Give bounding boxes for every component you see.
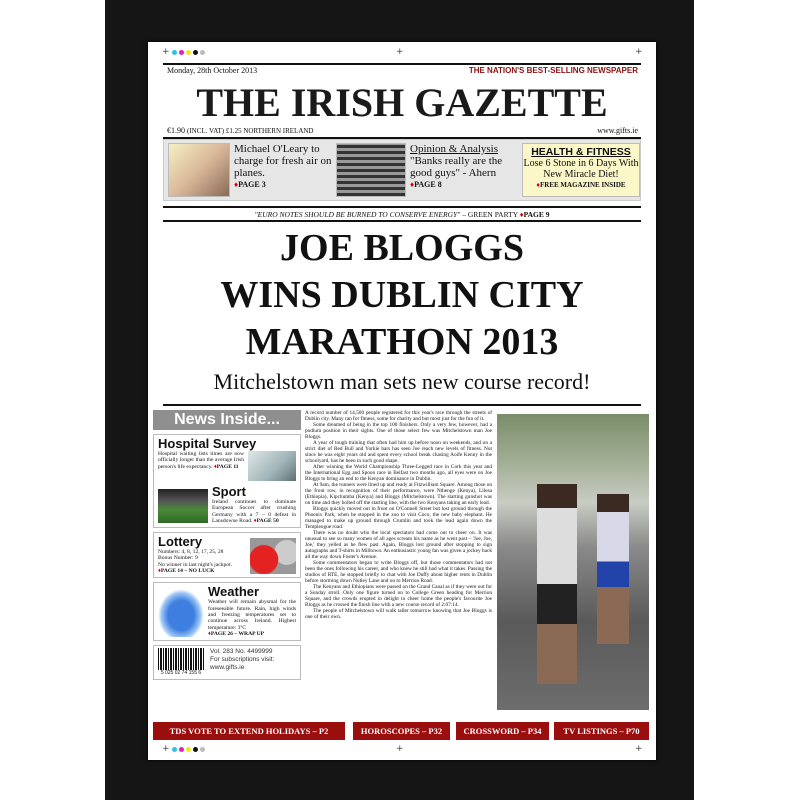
subheadline: Mitchelstown man sets new course record!	[213, 369, 591, 394]
teaser-oleary[interactable]: Michael O'Leary to charge for fresh air on planes. ♦PAGE 3	[234, 143, 332, 189]
lottery-balls-photo	[250, 538, 296, 574]
subscriptions-site[interactable]: www.gifts.ie	[210, 664, 245, 672]
article-paragraph: Bloggs quickly moved out in front on O'Connell Street but lost ground through the Phoenix Park, when he stopped in the zoo to visit Coco, the new baby elephant. He managed to make up ground through Crumlin and took the lead again down the Templeogue road.	[305, 506, 492, 530]
teaser-health[interactable]: HEALTH & FITNESS Lose 6 Stone in 6 Days With New Miracle Diet! ♦FREE MAGAZINE INSIDE	[522, 143, 640, 197]
teaser-strip	[163, 139, 641, 201]
weather-box[interactable]: Weather Weather will remain abysmal for the foreseeable future. Rain, high winds and freezing temperatures set to continue across Ireland. Highest temperature: 3ºC ♦PAGE 26 – WRAP UP	[153, 582, 301, 641]
article-paragraph: The Kenyans and Ethiopians were passed on the Grand Canal as if they were out for a Sunday stroll. Only one figure turned on to College Green heading for Merrion Square, and the crowds erupted in delight to cheer home the people's favourite Joe Bloggs as he crossed the finish line with a new course record of 2:07:14.	[305, 584, 492, 608]
ireland-map-icon	[158, 589, 204, 637]
bank-photo	[336, 143, 406, 197]
article-paragraph: A year of tough training that often had him up before noon on weekends, and on a strict diet of Red Bull and Yorkie bars has seen Joe reach new levels of fitness. Not since he was eight years old and spent every school break chasing Aoife Kenny in the schoolyard, has he been in such good shape.	[305, 440, 492, 464]
masthead: THE IRISH GAZETTE	[196, 80, 608, 125]
diamond-icon: ♦	[234, 180, 239, 189]
headline: JOE BLOGGS WINS DUBLIN CITY MARATHON 2013	[220, 227, 584, 363]
newspaper-page	[148, 42, 656, 760]
marathon-photo	[497, 414, 649, 710]
oleary-photo	[168, 143, 230, 197]
tagline: THE NATION'S BEST-SELLING NEWSPAPER	[468, 66, 638, 75]
article-paragraph: Some commentators began to write Bloggs off, but those commentators had not been the ones following his career, and who knew he still had what it takes. Passing the studios of RTE, he stopped briefly to chat with Joe Duffy about higher rents in Dublin before storming down Nutley Lane and on to Merrion Road.	[305, 560, 492, 584]
hospital-sport-box[interactable]: Hospital Survey Hospital waiting lists times are now officially longer than the average Irish person's life expectancy. ♦PAGE 11 Sport Ireland continues to dominate European Soccer after crushing Germany with a 7 – 0 defeat in Lansdowne Road. ♦PAGE 50	[153, 434, 301, 528]
footer-link-horoscopes[interactable]: HOROSCOPES – P32	[353, 722, 450, 740]
website[interactable]: www.gifts.ie	[597, 126, 638, 135]
barcode-icon	[158, 648, 204, 670]
news-inside-title: News Inside...	[153, 410, 301, 430]
teaser-opinion[interactable]: Opinion & Analysis "Banks really are the good guys" - Ahern ♦PAGE 8	[410, 143, 503, 189]
registration-mark-icon: +	[162, 744, 170, 754]
color-dots-icon	[172, 747, 205, 752]
footer-link-tv[interactable]: TV LISTINGS – P70	[554, 722, 649, 740]
registration-mark-icon: +	[396, 744, 404, 754]
hospital-photo	[248, 451, 296, 481]
article-paragraph: The people of Mitchelstown will walk taller tomorrow knowing that Joe Bloggs is one of their own.	[305, 608, 492, 620]
article-paragraph: At 9am, the runners were lined up and ready at Fitzwilliam Square. Among those on the front row, in recognition of their performance, were Nthenge (Kenya), Lilesa (Ethiopia), Kipchumba (Kenya) and Bloggs (Mitchelstown). The starting gunshot was on time and they bolted off the starting line, with the two Kenyans taking an early lead.	[305, 482, 492, 506]
stadium-photo	[158, 489, 208, 523]
article-paragraph: After winning the World Championship Three-Legged race in Cork this year and the International Egg and Spoon race in Belfast two months ago, all eyes were on Joe Bloggs to bring an end to the Kenyan dominance in Dublin.	[305, 464, 492, 482]
volume-number: Vol. 283 No. 4499999	[210, 648, 273, 656]
registration-mark-icon: +	[635, 744, 643, 754]
lottery-box[interactable]: Lottery Numbers: 4, 8, 12, 17, 25, 28 Bonus Number: 9 No winner in last night's jackpot. ♦PAGE 14 – NO LUCK	[153, 532, 301, 578]
footer-link-crossword[interactable]: CROSSWORD – P34	[456, 722, 549, 740]
color-dots-icon	[172, 50, 205, 55]
news-inside-panel	[153, 410, 301, 680]
registration-mark-icon: +	[635, 47, 643, 57]
article-paragraph: A record number of 14,500 people registered for this year's race through the streets of Dublin city. Many ran for fitness, some for charity and but most just for the fun of it.	[305, 410, 492, 422]
subscriptions-label: For subscriptions visit:	[210, 656, 275, 664]
quote-line: "EURO NOTES SHOULD BE BURNED TO CONSERVE ENERGY" – GREEN PARTY ♦PAGE 9	[254, 210, 550, 219]
info-box	[153, 645, 301, 680]
registration-mark-icon: +	[162, 47, 170, 57]
price: €1.90 (INCL. VAT) £1.25 NORTHERN IRELAND	[167, 126, 314, 135]
article-paragraph: Some dreamed of being in the top 100 finishers. Only a very few, however, had a podium position in their sights. One of those select few was Mitchelstown man Joe Bloggs.	[305, 422, 492, 440]
issue-date: Monday, 28th October 2013	[167, 66, 258, 75]
registration-mark-icon: +	[396, 47, 404, 57]
article-body	[305, 410, 492, 620]
article-paragraph: There was no doubt who the local spectators had come out to cheer on. It was unusual to see so many women of all ages scream his name as he went past – 'Joe, Joe, Joe,' they yelled as he flew past. Again, Bloggs lost ground after stopping to sign autographs and T-shirts in Milltown. An enthusiastic young fan was given a jockey back all the way down Foster's Avenue.	[305, 530, 492, 560]
footer-link-tds[interactable]: TDS VOTE TO EXTEND HOLIDAYS – P2	[153, 722, 345, 740]
barcode-number: 5 025 02 74 155 6	[160, 670, 202, 677]
